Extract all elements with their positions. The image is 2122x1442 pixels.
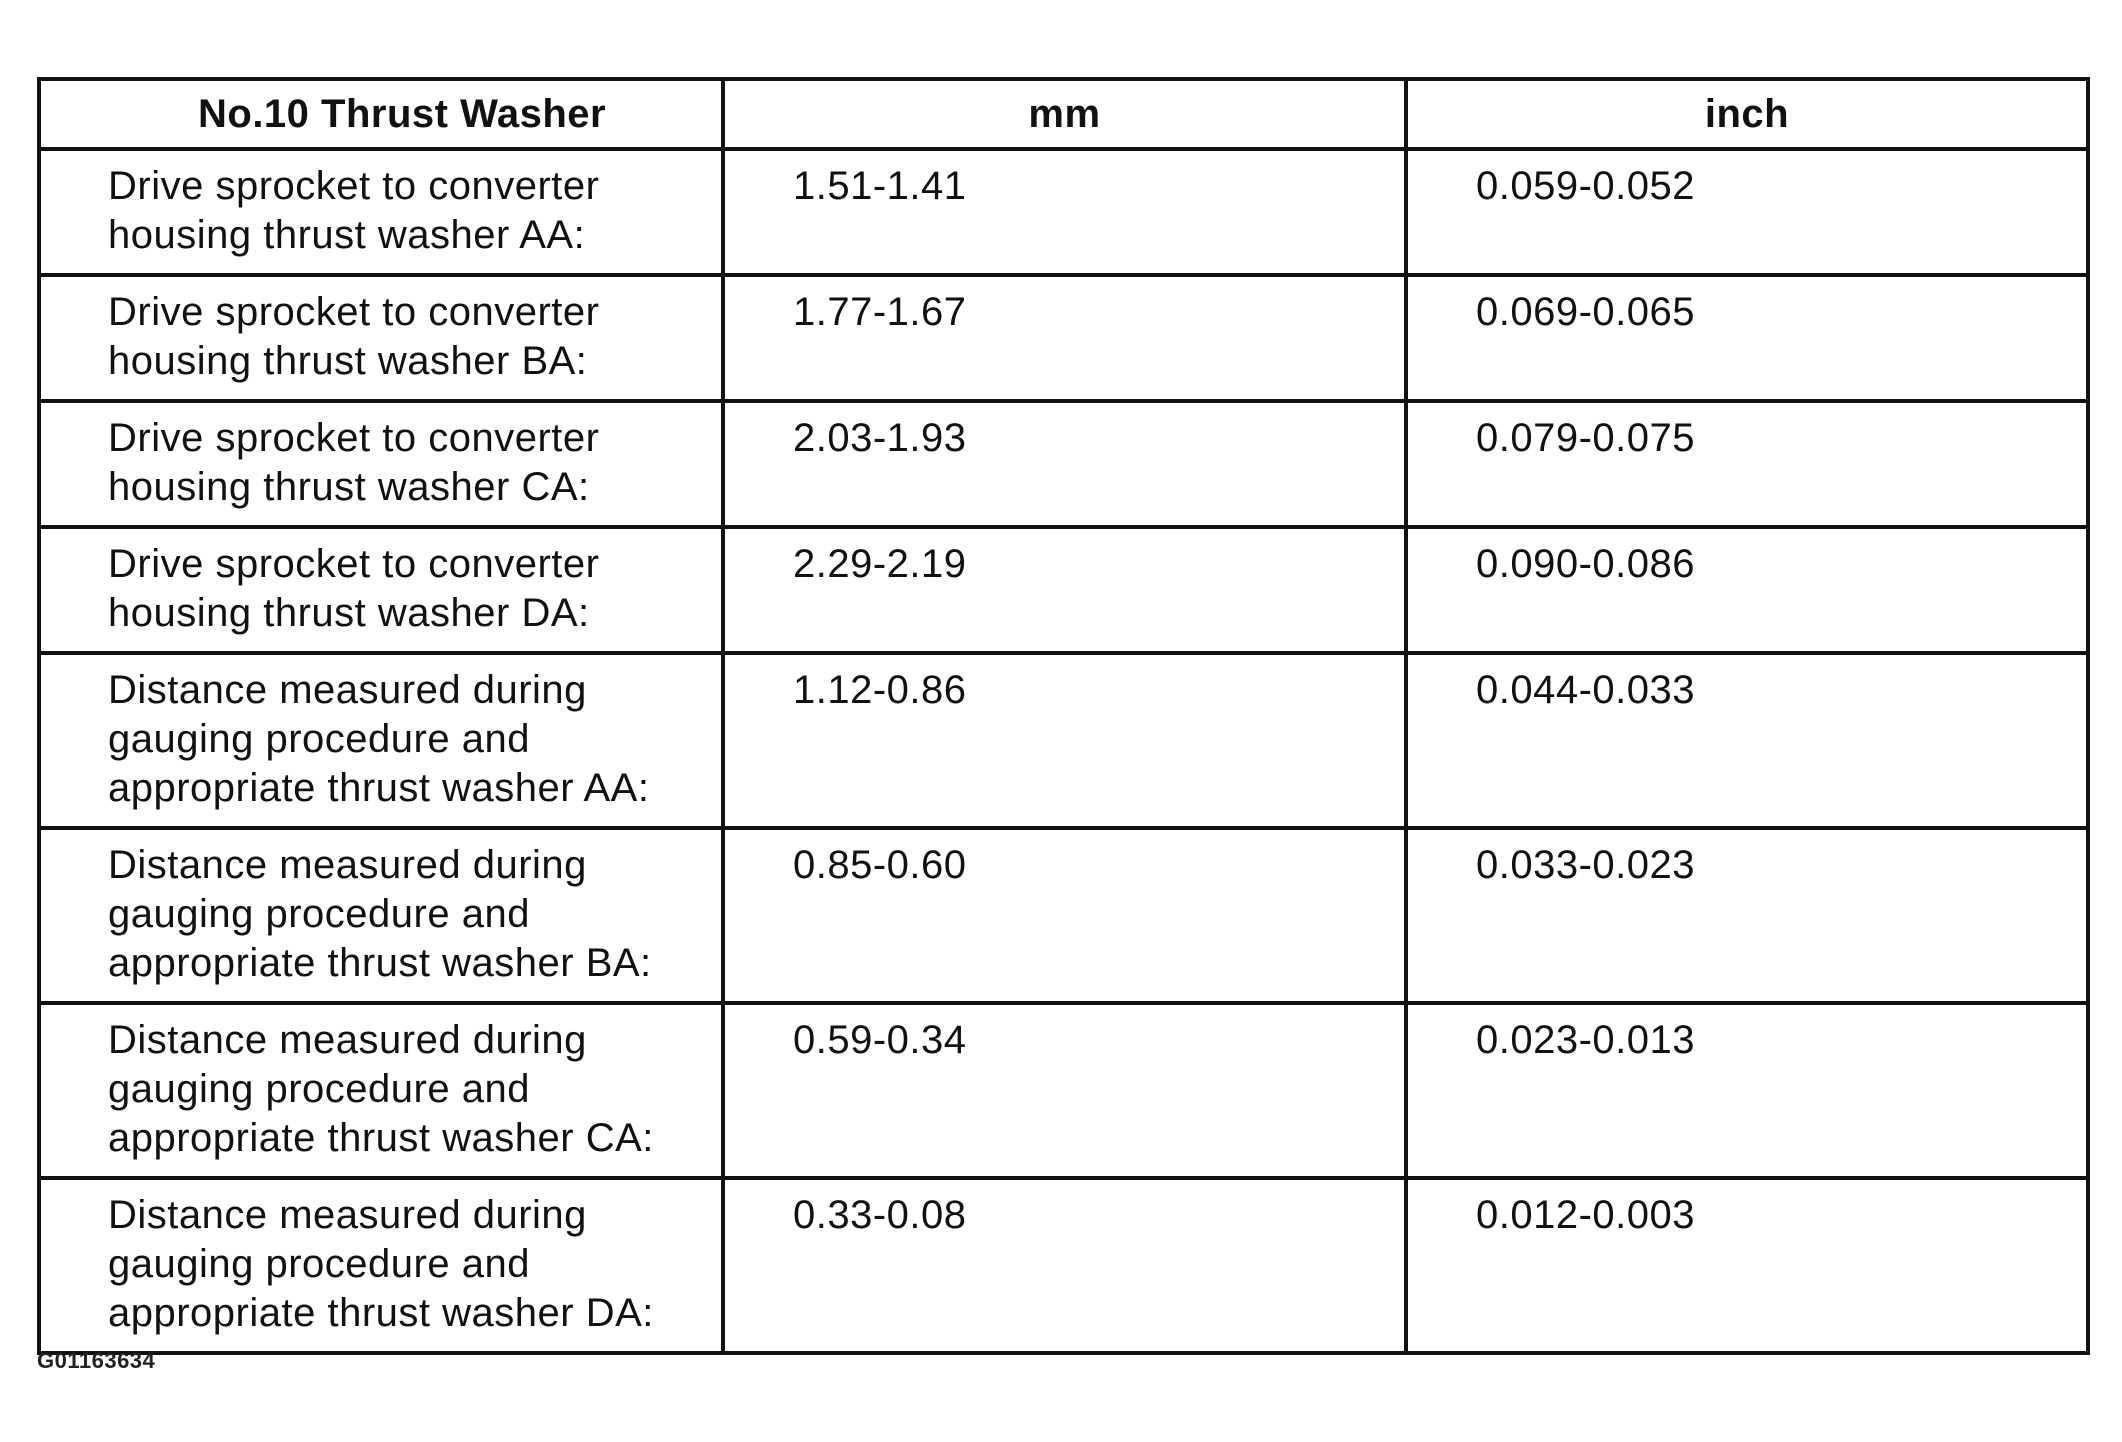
mm-cell: 1.77-1.67 <box>723 275 1406 401</box>
mm-cell: 2.29-2.19 <box>723 527 1406 653</box>
description-cell: Drive sprocket to converter housing thrust washer CA: <box>39 401 723 527</box>
figure-code: G01163634 <box>37 1348 156 1373</box>
description-cell: Drive sprocket to converter housing thrust washer AA: <box>39 149 723 275</box>
table-row <box>39 149 2088 275</box>
description-cell: Distance measured during gauging procedure and appropriate thrust washer AA: <box>39 653 723 828</box>
inch-cell: 0.033-0.023 <box>1406 828 2088 1003</box>
description-cell: Distance measured during gauging procedure and appropriate thrust washer BA: <box>39 828 723 1003</box>
table-row <box>39 1178 2088 1353</box>
table-row <box>39 527 2088 653</box>
table-row <box>39 275 2088 401</box>
inch-cell: 0.059-0.052 <box>1406 149 2088 275</box>
mm-cell: 2.03-1.93 <box>723 401 1406 527</box>
mm-cell: 0.33-0.08 <box>723 1178 1406 1353</box>
inch-cell: 0.023-0.013 <box>1406 1003 2088 1178</box>
inch-cell: 0.044-0.033 <box>1406 653 2088 828</box>
inch-cell: 0.012-0.003 <box>1406 1178 2088 1353</box>
table-header-row <box>39 79 2088 149</box>
inch-cell: 0.090-0.086 <box>1406 527 2088 653</box>
table-row <box>39 401 2088 527</box>
header-mm: mm <box>723 79 1406 149</box>
table-row <box>39 828 2088 1003</box>
description-cell: Drive sprocket to converter housing thrust washer BA: <box>39 275 723 401</box>
mm-cell: 1.12-0.86 <box>723 653 1406 828</box>
mm-cell: 0.59-0.34 <box>723 1003 1406 1178</box>
table-row <box>39 1003 2088 1178</box>
inch-cell: 0.079-0.075 <box>1406 401 2088 527</box>
description-cell: Distance measured during gauging procedure and appropriate thrust washer DA: <box>39 1178 723 1353</box>
header-thrust-washer: No.10 Thrust Washer <box>39 79 723 149</box>
inch-cell: 0.069-0.065 <box>1406 275 2088 401</box>
description-cell: Distance measured during gauging procedure and appropriate thrust washer CA: <box>39 1003 723 1178</box>
mm-cell: 1.51-1.41 <box>723 149 1406 275</box>
thrust-washer-spec-table <box>37 77 2090 1355</box>
table-row <box>39 653 2088 828</box>
header-inch: inch <box>1406 79 2088 149</box>
mm-cell: 0.85-0.60 <box>723 828 1406 1003</box>
description-cell: Drive sprocket to converter housing thrust washer DA: <box>39 527 723 653</box>
